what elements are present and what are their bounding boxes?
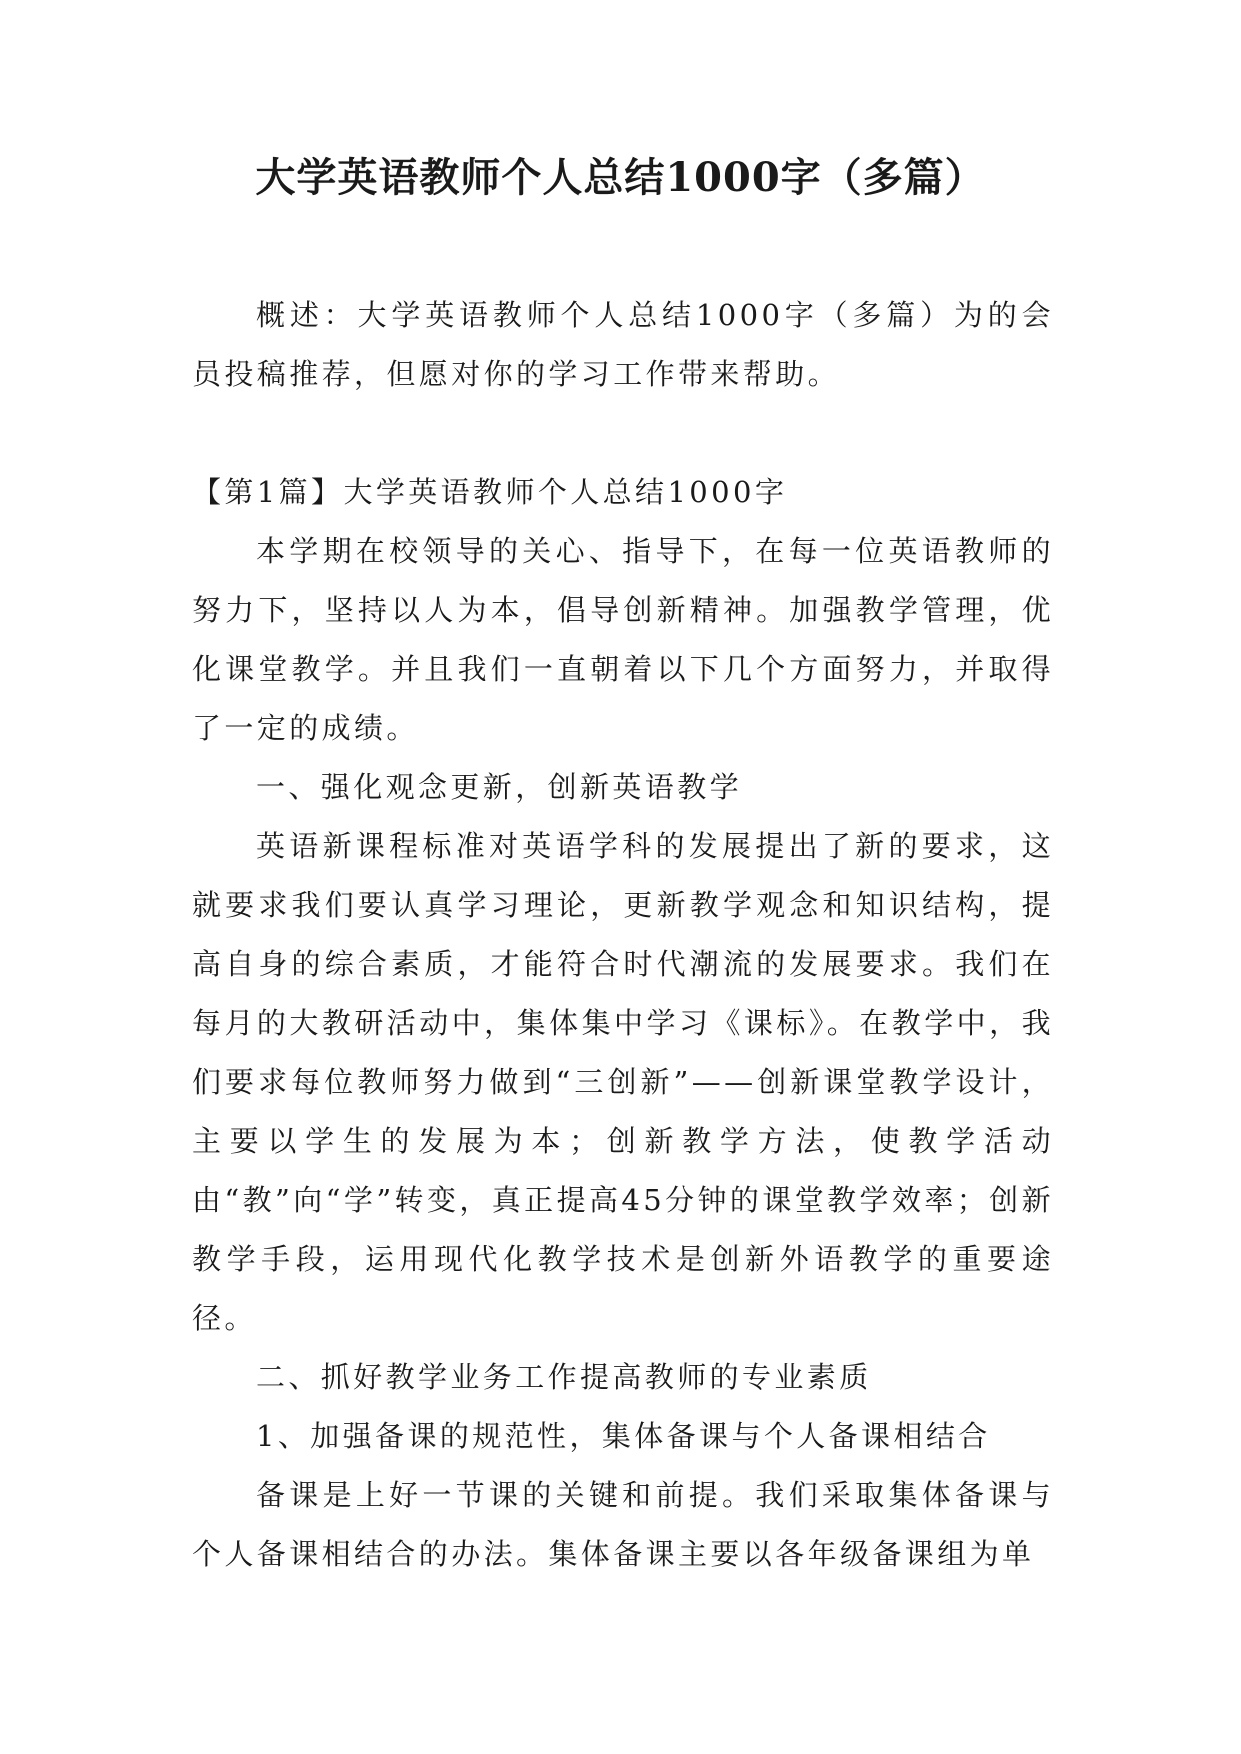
- article-heading: 【第1篇】大学英语教师个人总结1000字: [192, 475, 788, 509]
- paragraph: 本学期在校领导的关心、指导下，在每一位英语教师的努力下，坚持以人为本，倡导创新精神。加强教学管理，优化课堂教学。并且我们一直朝着以下几个方面努力，并取得了一定的成绩。: [192, 534, 1054, 745]
- article-body: [192, 463, 1054, 1584]
- section-heading-1: 一、强化观念更新，创新英语教学: [256, 770, 743, 804]
- paragraph: 备课是上好一节课的关键和前提。我们采取集体备课与个人备课相结合的办法。集体备课主要以各年级备课组为单: [192, 1478, 1054, 1571]
- section-heading-2: 二、抓好教学业务工作提高教师的专业素质: [256, 1360, 872, 1394]
- subsection-heading-1: 1、加强备课的规范性，集体备课与个人备课相结合: [256, 1419, 991, 1453]
- summary-block: [192, 286, 1054, 404]
- document-title: 大学英语教师个人总结1000字（多篇）: [255, 154, 986, 201]
- paragraph: 英语新课程标准对英语学科的发展提出了新的要求，这就要求我们要认真学习理论，更新教学观念和知识结构，提高自身的综合素质，才能符合时代潮流的发展要求。我们在每月的大教研活动中，集体集中学习《课标》。在教学中，我们要求每位教师努力做到“三创新”——创新课堂教学设计，主要以学生的发展为本；创新教学方法，使教学活动由“教”向“学”转变，真正提高45分钟的课堂教学效率；创新教学手段，运用现代化教学技术是创新外语教学的重要途径。: [192, 829, 1054, 1335]
- summary-paragraph: 概述：大学英语教师个人总结1000字（多篇）为的会员投稿推荐，但愿对你的学习工作带来帮助。: [192, 298, 1054, 391]
